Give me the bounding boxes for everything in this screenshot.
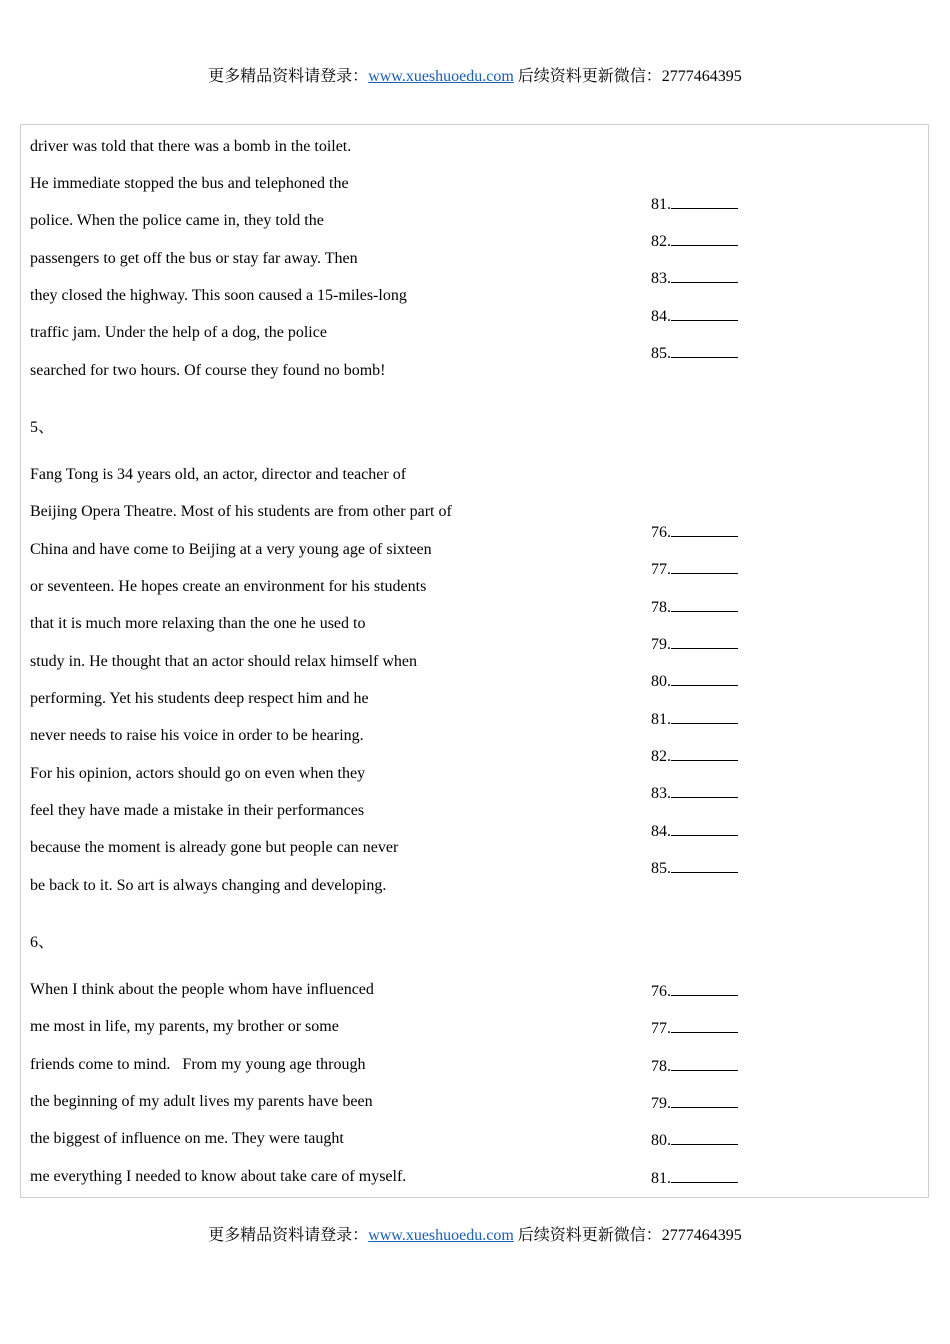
blank-line[interactable] [671, 745, 738, 761]
answer-blank[interactable] [651, 670, 738, 692]
passage-line: China and have come to Beijing at a very young age of sixteen [30, 541, 432, 558]
passage-line: performing. Yet his students deep respect him and he [30, 690, 369, 707]
blank-line[interactable] [671, 342, 738, 358]
passage-line: feel they have made a mistake in their performances [30, 802, 365, 819]
blank-number: 82. [651, 748, 671, 765]
blank-number: 79. [651, 1095, 671, 1112]
header-suffix: 后续资料更新微信：2777464395 [513, 68, 742, 85]
blank-number: 84. [651, 308, 671, 325]
passage-line: driver was told that there was a bomb in the toilet. [30, 138, 352, 155]
blank-number: 83. [651, 785, 671, 802]
passage-line: the beginning of my adult lives my parents have been [30, 1093, 373, 1110]
footer-suffix: 后续资料更新微信：2777464395 [513, 1227, 742, 1244]
answer-blank[interactable] [651, 596, 738, 618]
answer-blank[interactable] [651, 782, 738, 804]
passage-line: because the moment is already gone but people can never [30, 839, 399, 856]
blank-line[interactable] [671, 596, 738, 612]
passage-line: the biggest of influence on me. They were taught [30, 1130, 344, 1147]
answer-blank[interactable] [651, 342, 738, 364]
answer-blank[interactable] [651, 521, 738, 543]
answer-blank[interactable] [651, 193, 738, 215]
blank-number: 78. [651, 1058, 671, 1075]
blank-line[interactable] [671, 1092, 738, 1108]
passage-line: never needs to raise his voice in order to be hearing. [30, 727, 364, 744]
blank-number: 78. [651, 599, 671, 616]
blank-line[interactable] [671, 230, 738, 246]
passage-line: study in. He thought that an actor should relax himself when [30, 653, 418, 670]
passage-line: that it is much more relaxing than the one he used to [30, 615, 366, 632]
blank-number: 76. [651, 983, 671, 1000]
blank-number: 81. [651, 1170, 671, 1187]
blank-line[interactable] [671, 980, 738, 996]
section-number: 5、 [30, 419, 55, 436]
passage-line: be back to it. So art is always changing and developing. [30, 877, 387, 894]
blank-number: 81. [651, 711, 671, 728]
passage-line: me everything I needed to know about take care of myself. [30, 1168, 407, 1185]
answer-blank[interactable] [651, 820, 738, 842]
blank-line[interactable] [671, 633, 738, 649]
answer-blank[interactable] [651, 305, 738, 327]
passage-line: traffic jam. Under the help of a dog, the police [30, 324, 327, 341]
footer-link[interactable]: www.xueshuoedu.com [368, 1227, 514, 1244]
answer-blank[interactable] [651, 633, 738, 655]
answer-blank[interactable] [651, 230, 738, 252]
blank-line[interactable] [671, 670, 738, 686]
answer-blank[interactable] [651, 708, 738, 730]
header-link[interactable]: www.xueshuoedu.com [368, 68, 514, 85]
blank-number: 76. [651, 524, 671, 541]
blank-line[interactable] [671, 1017, 738, 1033]
footer-prefix: 更多精品资料请登录： [208, 1227, 369, 1244]
blank-number: 85. [651, 345, 671, 362]
passage-line: He immediate stopped the bus and telephoned the [30, 175, 349, 192]
answer-blank[interactable] [651, 1092, 738, 1114]
answer-blank[interactable] [651, 267, 738, 289]
blank-line[interactable] [671, 193, 738, 209]
answer-blank[interactable] [651, 857, 738, 879]
blank-number: 79. [651, 636, 671, 653]
blank-line[interactable] [671, 305, 738, 321]
passage-line: me most in life, my parents, my brother or some [30, 1018, 339, 1035]
blank-number: 82. [651, 233, 671, 250]
blank-number: 85. [651, 860, 671, 877]
passage-line: they closed the highway. This soon caused a 15-miles-long [30, 287, 407, 304]
passage-line: police. When the police came in, they told the [30, 212, 324, 229]
blank-number: 77. [651, 1020, 671, 1037]
blank-number: 83. [651, 270, 671, 287]
header-prefix: 更多精品资料请登录： [208, 68, 369, 85]
passage-line: or seventeen. He hopes create an environment for his students [30, 578, 427, 595]
passage-line: For his opinion, actors should go on even when they [30, 765, 366, 782]
answer-blank[interactable] [651, 558, 738, 580]
blank-line[interactable] [671, 820, 738, 836]
blank-line[interactable] [671, 558, 738, 574]
answer-blank[interactable] [651, 1055, 738, 1077]
answer-blank[interactable] [651, 745, 738, 767]
passage-line: friends come to mind. From my young age through [30, 1056, 366, 1073]
passage-line: Beijing Opera Theatre. Most of his students are from other part of [30, 503, 452, 520]
blank-number: 81. [651, 196, 671, 213]
blank-number: 84. [651, 823, 671, 840]
passage-line: searched for two hours. Of course they found no bomb! [30, 362, 386, 379]
blank-number: 77. [651, 561, 671, 578]
passage-line: When I think about the people whom have influenced [30, 981, 374, 998]
answer-blank[interactable] [651, 1017, 738, 1039]
page-footer [0, 1226, 950, 1246]
answer-blank[interactable] [651, 980, 738, 1002]
page-header [0, 67, 950, 87]
passage-line: passengers to get off the bus or stay far away. Then [30, 250, 358, 267]
blank-line[interactable] [671, 521, 738, 537]
blank-line[interactable] [671, 1129, 738, 1145]
blank-line[interactable] [671, 1167, 738, 1183]
blank-line[interactable] [671, 1055, 738, 1071]
answer-blank[interactable] [651, 1129, 738, 1151]
answer-blank[interactable] [651, 1167, 738, 1189]
passage-line: Fang Tong is 34 years old, an actor, director and teacher of [30, 466, 407, 483]
blank-line[interactable] [671, 708, 738, 724]
blank-line[interactable] [671, 782, 738, 798]
blank-number: 80. [651, 673, 671, 690]
blank-line[interactable] [671, 267, 738, 283]
blank-line[interactable] [671, 857, 738, 873]
blank-number: 80. [651, 1132, 671, 1149]
section-number: 6、 [30, 934, 55, 951]
